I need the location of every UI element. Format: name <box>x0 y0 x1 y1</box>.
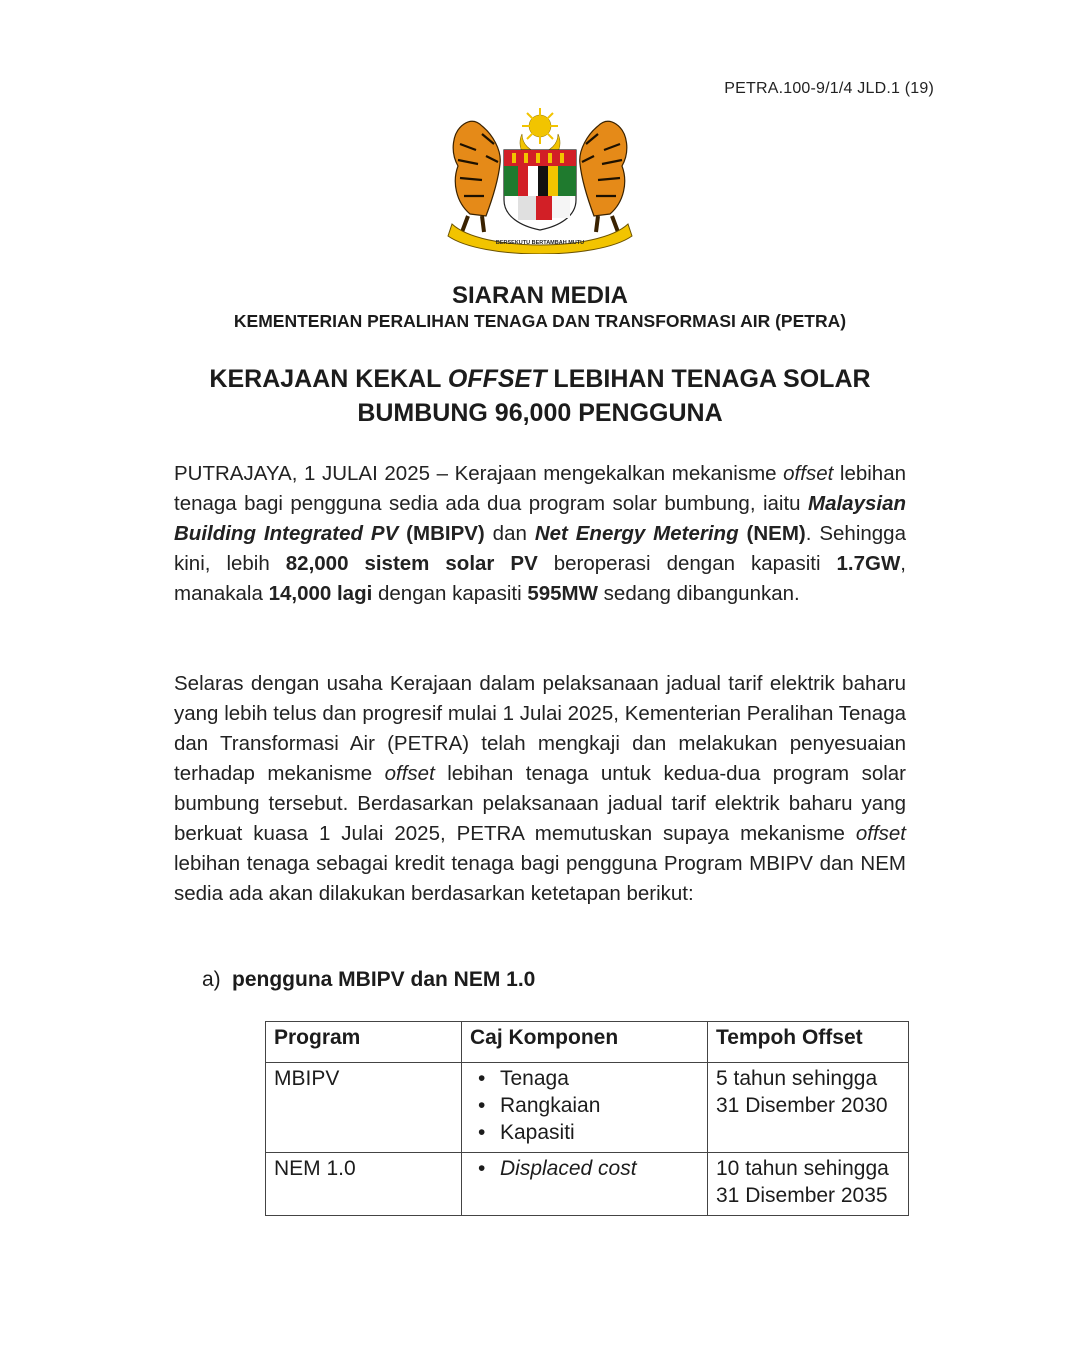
p1-mbipv-term: Malaysian Building Integrated PV <box>174 492 906 545</box>
p1-text: , manakala <box>174 552 906 605</box>
document-reference-number: PETRA.100-9/1/4 JLD.1 (19) <box>724 80 934 97</box>
table-row <box>266 1153 909 1216</box>
p1-nem-term: Net Energy Metering <box>534 522 739 545</box>
media-release-title: SIARAN MEDIA <box>451 282 628 309</box>
shield-icon <box>504 150 576 230</box>
component-italic-text: Displaced cost <box>500 1157 637 1180</box>
components-cell <box>462 1153 708 1216</box>
p1-text: dan <box>484 522 535 545</box>
p1-systems-count: 82,000 sistem solar PV <box>285 552 538 575</box>
p1-text: . Sehingga kini, lebih <box>174 522 906 575</box>
list-marker: a) <box>202 968 221 991</box>
period-cell: 5 tahun sehingga 31 Disember 2030 <box>708 1063 909 1153</box>
star-icon <box>522 108 558 144</box>
tiger-left-icon <box>453 121 500 232</box>
p2-text: Selaras dengan usaha Kerajaan dalam pelaksanaan jadual tarif elektrik baharu yang lebih telus dan progresif mulai 1 Julai 2025, Kementerian Peralihan Tenaga dan Transformasi Air (PETRA) telah mengkaji dan melakukan penyesuaian terhadap mekanisme <box>174 672 906 785</box>
table-header-period: Tempoh Offset <box>708 1022 909 1063</box>
table-header-components: Caj Komponen <box>462 1022 708 1063</box>
p1-italic-offset: offset <box>783 462 834 485</box>
table-header-row <box>266 1022 909 1063</box>
p1-mbipv-abbrev: (MBIPV) <box>398 522 485 545</box>
p1-text: PUTRAJAYA, 1 JULAI 2025 – Kerajaan mengekalkan mekanisme <box>174 462 784 485</box>
components-cell <box>462 1063 708 1153</box>
headline-part-2: LEBIHAN TENAGA SOLAR BUMBUNG 96,000 PENGGUNA <box>357 365 871 427</box>
period-cell: 10 tahun sehingga 31 Disember 2035 <box>708 1153 909 1216</box>
offset-table <box>265 1021 909 1216</box>
list-heading-text: pengguna MBIPV dan NEM 1.0 <box>232 968 536 991</box>
press-headline <box>150 362 930 430</box>
p1-text: sedang dibangunkan. <box>597 582 800 605</box>
p1-pending-capacity: 595MW <box>527 582 598 605</box>
p1-capacity: 1.7GW <box>836 552 901 575</box>
tiger-right-icon <box>580 121 627 232</box>
program-cell: MBIPV <box>266 1063 462 1153</box>
paragraph-2 <box>174 669 906 909</box>
p2-italic-offset: offset <box>855 822 906 845</box>
table-row <box>266 1063 909 1153</box>
program-cell: NEM 1.0 <box>266 1153 462 1216</box>
p1-pending-count: 14,000 lagi <box>268 582 373 605</box>
headline-italic-term: OFFSET <box>447 365 547 393</box>
p1-text: beroperasi dengan kapasiti <box>537 552 837 575</box>
table-header-program: Program <box>266 1022 462 1063</box>
component-item <box>478 1155 699 1182</box>
p1-text: lebihan tenaga bagi pengguna sedia ada dua program solar bumbung, iaitu <box>174 462 906 515</box>
p2-italic-offset: offset <box>384 762 435 785</box>
headline-part-1: KERAJAAN KEKAL <box>209 365 448 393</box>
p1-nem-abbrev: (NEM) <box>738 522 806 545</box>
p2-text: lebihan tenaga untuk kedua-dua program solar bumbung tersebut. Berdasarkan pelaksanaan jadual tarif elektrik baharu yang berkuat kuasa 1 Julai 2025, PETRA memutuskan supaya mekanisme <box>174 762 906 845</box>
component-item: • Rangkaian <box>478 1092 699 1119</box>
crest-motto-text: BERSEKUTU BERTAMBAH MUTU <box>495 240 585 246</box>
component-item: • Tenaga <box>478 1065 699 1092</box>
component-item: • Kapasiti <box>478 1119 699 1146</box>
list-item-heading <box>202 968 535 992</box>
p1-text: dengan kapasiti <box>372 582 528 605</box>
ministry-name: KEMENTERIAN PERALIHAN TENAGA DAN TRANSFORMASI AIR (PETRA) <box>233 311 847 331</box>
p2-text: lebihan tenaga sebagai kredit tenaga bagi pengguna Program MBIPV dan NEM sedia ada akan dilakukan berdasarkan ketetapan berikut: <box>174 852 906 905</box>
paragraph-1 <box>174 459 906 609</box>
malaysia-coat-of-arms-emblem <box>442 104 638 254</box>
